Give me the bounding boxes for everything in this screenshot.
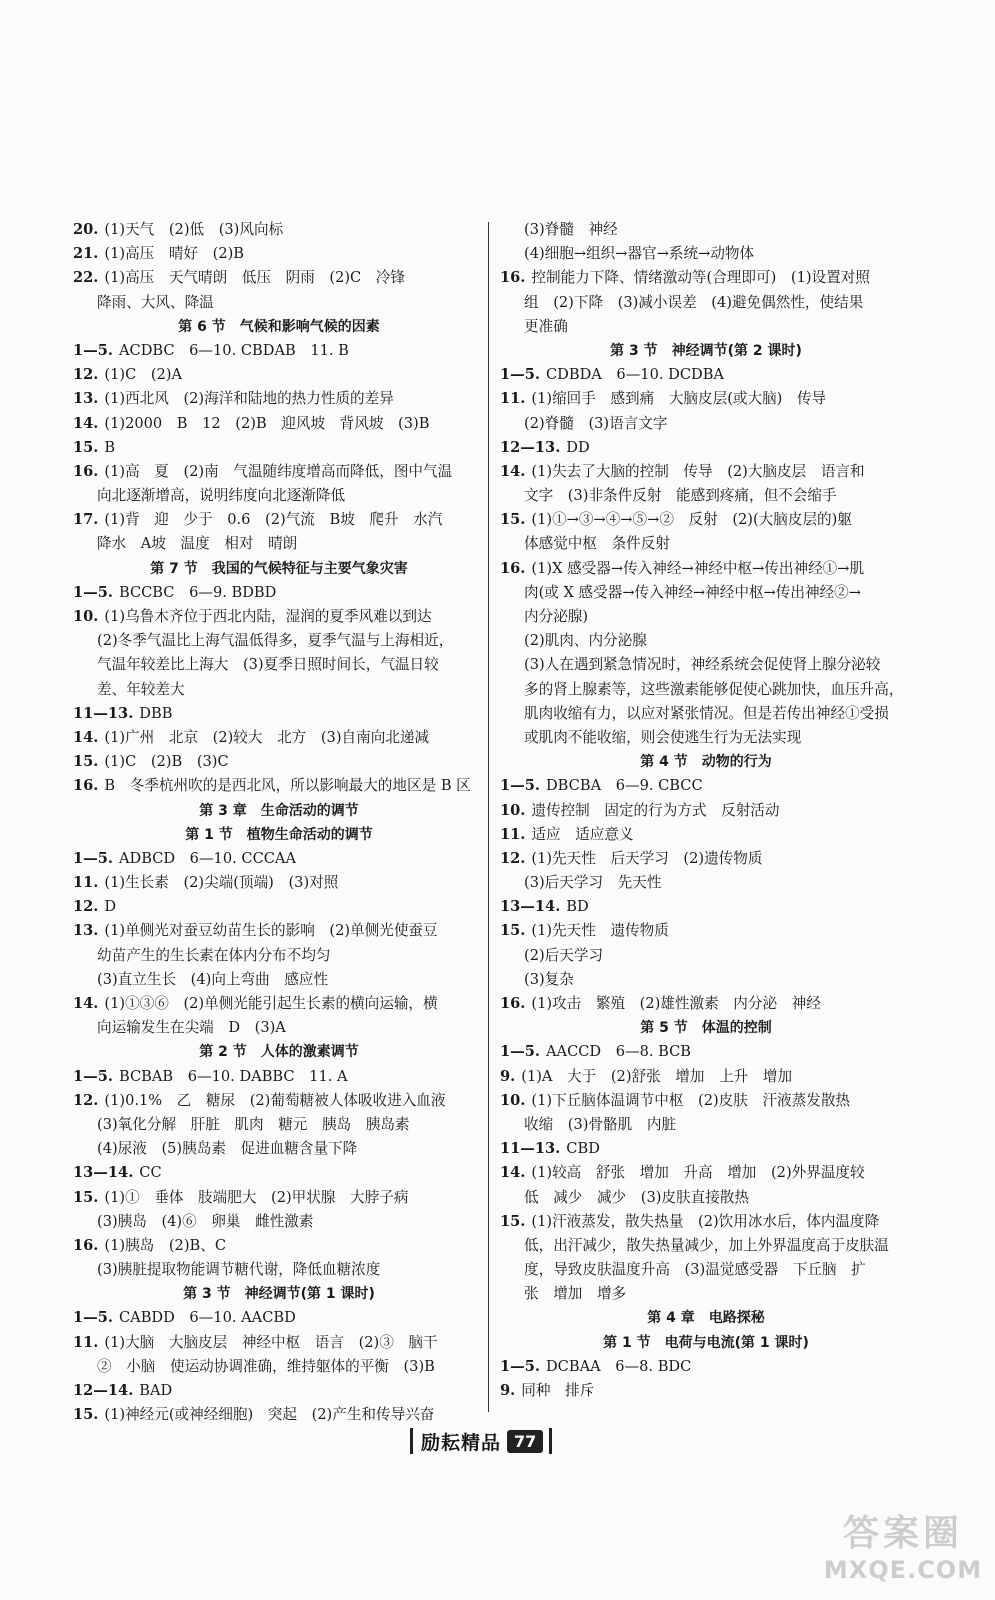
- question-number: 11—13.: [500, 1140, 561, 1158]
- answer-text: (1)单侧光对蚕豆幼苗生长的影响 (2)单侧光使蚕豆: [104, 922, 438, 940]
- answer-text: (1)高压 晴好 (2)B: [104, 245, 245, 263]
- answer-text: B: [104, 438, 116, 456]
- answer-line: [500, 1089, 912, 1113]
- answer-text: 或肌肉不能收缩，则会使逃生行为无法实现: [524, 728, 802, 746]
- answer-line: [500, 919, 912, 943]
- answer-text: 差、年较差大: [97, 680, 185, 698]
- section-heading: 第 3 章 生命活动的调节: [199, 802, 359, 819]
- answer-line: [73, 629, 485, 653]
- answer-text: 同种 排斥: [521, 1382, 595, 1399]
- answer-line: [73, 581, 485, 605]
- question-number: 16.: [500, 269, 526, 287]
- answer-text: CC: [139, 1164, 162, 1182]
- answer-text: 适应 适应意义: [531, 825, 634, 843]
- answer-text: (1)汗液蒸发，散失热量 (2)饮用冰水后，体内温度降: [531, 1212, 880, 1230]
- question-number: 9.: [500, 1067, 516, 1085]
- answer-text: (2)后天学习: [524, 946, 604, 964]
- answer-text: (1)较高 舒张 增加 升高 增加 (2)外界温度较: [531, 1164, 865, 1182]
- answer-text: (1)攻击 繁殖 (2)雄性激素 内分泌 神经: [531, 995, 821, 1012]
- question-number: 14.: [73, 728, 99, 746]
- answer-text: 遗传控制 固定的行为方式 反射活动: [531, 801, 780, 819]
- question-number: 10.: [500, 1091, 526, 1109]
- question-number: 11—13.: [73, 704, 134, 722]
- answer-line: [500, 291, 912, 315]
- question-number: 12.: [73, 1091, 99, 1109]
- answer-text: (1)乌鲁木齐位于西北内陆，湿润的夏季风难以到达: [104, 608, 432, 625]
- answer-text: (3)胰脏提取物能调节糖代谢，降低血糖浓度: [97, 1261, 381, 1279]
- answer-line: [73, 944, 485, 968]
- answer-line: [500, 629, 912, 653]
- question-number: 16.: [73, 1236, 99, 1254]
- answer-line: [73, 1210, 485, 1234]
- question-number: 16.: [500, 995, 526, 1012]
- section-heading: 第 2 节 人体的激素调节: [199, 1044, 359, 1061]
- answer-line: [73, 919, 485, 943]
- answer-line: [73, 1113, 485, 1137]
- answer-text: (1)神经元(或神经细胞) 突起 (2)产生和传导兴奋: [104, 1406, 435, 1424]
- answer-line: [73, 1016, 485, 1040]
- answer-line: [500, 678, 912, 702]
- answer-text: 度，导致皮肤温度升高 (3)温觉感受器 下丘脑 扩: [524, 1261, 866, 1279]
- footer-bar-right: [549, 1428, 552, 1454]
- question-number: 12—14.: [73, 1382, 134, 1399]
- section-heading: 第 4 节 动物的行为: [640, 754, 772, 771]
- answer-text: BCCBC 6—9. BDBD: [118, 583, 277, 601]
- answer-line: [73, 1306, 485, 1330]
- answer-line: [500, 532, 912, 556]
- answer-text: (1)高压 天气晴朗 低压 阴雨 (2)C 冷锋: [104, 269, 405, 287]
- question-number: 15.: [500, 511, 526, 529]
- answer-line: [73, 1161, 485, 1185]
- question-number: 15.: [500, 1212, 526, 1230]
- answer-text: (2)冬季气温比上海气温低得多，夏季气温与上海相近，: [97, 632, 454, 650]
- answer-text: 文字 (3)非条件反射 能感到疼痛，但不会缩手: [524, 487, 837, 505]
- answer-text: (1)0.1% 乙 糖尿 (2)葡萄糖被人体吸收进入血液: [104, 1091, 446, 1109]
- answer-text: DBCBA 6—9. CBCC: [545, 777, 703, 795]
- answer-line: [73, 387, 485, 411]
- answer-line: [500, 436, 912, 460]
- answer-text: 幼苗产生的生长素在体内分布不均匀: [97, 946, 331, 964]
- answer-line: [500, 363, 912, 387]
- question-number: 15.: [500, 922, 526, 940]
- section-heading: 第 1 节 电荷与电流(第 1 课时): [603, 1334, 809, 1351]
- question-number: 1—5.: [73, 1067, 113, 1085]
- answer-text: BCBAB 6—10. DABBC 11. A: [118, 1067, 348, 1085]
- answer-line: [73, 847, 485, 871]
- answer-line: [73, 508, 485, 532]
- answer-text: ACDBC 6—10. CBDAB 11. B: [118, 341, 349, 359]
- answer-text: 内分泌腺): [524, 608, 589, 625]
- answer-line: [500, 266, 912, 290]
- answer-text: 向运输发生在尖端 D (3)A: [97, 1019, 286, 1037]
- answer-text: ② 小脑 使运动协调准确，维持躯体的平衡 (3)B: [97, 1357, 435, 1375]
- answer-text: (3)复杂: [524, 970, 574, 988]
- question-number: 1—5.: [500, 777, 540, 795]
- question-number: 1—5.: [73, 849, 113, 867]
- answer-line: [500, 871, 912, 895]
- answer-line: [73, 266, 485, 290]
- answer-line: [73, 750, 485, 774]
- answer-line: [73, 484, 485, 508]
- answer-line: [73, 339, 485, 363]
- question-number: 11.: [500, 825, 526, 843]
- answer-line: [73, 436, 485, 460]
- answer-text: (3)直立生长 (4)向上弯曲 感应性: [97, 970, 329, 988]
- answer-line: [73, 460, 485, 484]
- answer-line: [73, 242, 485, 266]
- answer-text: (1)失去了大脑的控制 传导 (2)大脑皮层 语言和: [531, 462, 865, 480]
- answer-text: (1)西北风 (2)海洋和陆地的热力性质的差异: [104, 390, 394, 408]
- question-number: 12.: [73, 898, 99, 916]
- answer-text: AACCD 6—8. BCB: [545, 1043, 692, 1061]
- answer-line: [500, 484, 912, 508]
- answer-text: (1)下丘脑体温调节中枢 (2)皮肤 汗液蒸发散热: [531, 1091, 851, 1109]
- answer-text: (3)人在遇到紧急情况时，神经系统会促使肾上腺分泌较: [524, 656, 881, 674]
- answer-text: (1)①→③→④→⑤→② 反射 (2)(大脑皮层的)躯: [531, 511, 852, 529]
- answer-text: (1)A 大于 (2)舒张 增加 上升 增加: [521, 1067, 793, 1085]
- answer-line: [500, 557, 912, 581]
- answer-line: [500, 653, 912, 677]
- answer-line: [73, 895, 485, 919]
- question-number: 13—14.: [500, 898, 561, 916]
- question-number: 14.: [500, 462, 526, 480]
- answer-line: [500, 581, 912, 605]
- answer-text: D: [104, 898, 117, 916]
- answer-line: [500, 1137, 912, 1161]
- answer-line: [500, 992, 912, 1016]
- question-number: 22.: [73, 269, 99, 287]
- question-number: 12—13.: [500, 438, 561, 456]
- answer-line: [73, 218, 485, 242]
- answer-text: (1)大脑 大脑皮层 神经中枢 语言 (2)③ 脑干: [104, 1333, 438, 1351]
- answer-text: (2)肌肉、内分泌腺: [524, 632, 647, 650]
- answer-text: 气温年较差比上海大 (3)夏季日照时间长，气温日较: [97, 656, 439, 674]
- answer-text: (1)①③⑥ (2)单侧光能引起生长素的横向运输，横: [104, 995, 438, 1012]
- answer-text: (1)先天性 遗传物质: [531, 922, 669, 940]
- answer-line: [500, 315, 912, 339]
- question-number: 1—5.: [500, 1043, 540, 1061]
- answer-line: [73, 1137, 485, 1161]
- answer-text: DD: [566, 438, 590, 456]
- question-number: 15.: [73, 753, 99, 771]
- answer-line: [500, 242, 912, 266]
- question-number: 13—14.: [73, 1164, 134, 1182]
- answer-text: 组 (2)下降 (3)减小误差 (4)避免偶然性，使结果: [524, 293, 864, 311]
- answer-line: [500, 412, 912, 436]
- question-number: 10.: [500, 801, 526, 819]
- question-number: 16.: [500, 559, 526, 577]
- answer-line: [500, 774, 912, 798]
- answer-line: [73, 1089, 485, 1113]
- answer-text: DBB: [139, 704, 173, 722]
- watermark-url: MXQE.COM: [823, 1556, 983, 1584]
- answer-line: [73, 412, 485, 436]
- answer-text: CABDD 6—10. AACBD: [118, 1309, 296, 1327]
- answer-line: [73, 1065, 485, 1089]
- answer-line: [500, 1258, 912, 1282]
- answer-line: [73, 1234, 485, 1258]
- section-heading: 第 3 节 神经调节(第 1 课时): [183, 1286, 375, 1303]
- page-number: 77: [507, 1430, 543, 1453]
- section-heading: 第 3 节 神经调节(第 2 课时): [610, 342, 802, 359]
- question-number: 17.: [73, 511, 99, 529]
- footer-bar-left: [410, 1428, 413, 1454]
- answer-line: [500, 1282, 912, 1306]
- answer-line: [500, 218, 912, 242]
- question-number: 1—5.: [73, 341, 113, 359]
- answer-line: [500, 726, 912, 750]
- answer-line: [73, 992, 485, 1016]
- answer-line: [500, 605, 912, 629]
- answer-line: [500, 1065, 912, 1089]
- watermark-logo-text: 答案圈: [842, 1513, 963, 1554]
- answer-text: 肉(或 X 感受器→传入神经→神经中枢→传出神经②→: [524, 583, 861, 601]
- answer-line: [500, 847, 912, 871]
- answer-text: (1)天气 (2)低 (3)风向标: [104, 221, 284, 238]
- answer-line: [500, 895, 912, 919]
- question-number: 11.: [73, 1333, 99, 1351]
- answer-line: [500, 1210, 912, 1234]
- answer-text: (1)① 垂体 肢端肥大 (2)甲状腺 大脖子病: [104, 1188, 409, 1206]
- question-number: 13.: [73, 922, 99, 940]
- answer-text: DCBAA 6—8. BDC: [545, 1357, 692, 1375]
- answer-text: BD: [566, 898, 589, 916]
- question-number: 15.: [73, 1188, 99, 1206]
- answer-line: [500, 1379, 912, 1403]
- answer-text: (1)生长素 (2)尖端(顶端) (3)对照: [104, 874, 339, 892]
- question-number: 1—5.: [73, 583, 113, 601]
- question-number: 14.: [73, 995, 99, 1012]
- question-number: 1—5.: [500, 1357, 540, 1375]
- question-number: 20.: [73, 221, 99, 238]
- section-heading: 第 5 节 体温的控制: [640, 1020, 772, 1037]
- answer-text: ADBCD 6—10. CCCAA: [118, 849, 296, 867]
- answer-text: (2)脊髓 (3)语言文字: [524, 414, 668, 432]
- answer-text: (4)尿液 (5)胰岛素 促进血糖含量下降: [97, 1140, 358, 1158]
- answer-line: [73, 1258, 485, 1282]
- answer-text: (1)胰岛 (2)B、C: [104, 1236, 227, 1254]
- question-number: 12.: [500, 849, 526, 867]
- question-number: 15.: [73, 1406, 99, 1424]
- answer-line: [500, 968, 912, 992]
- section-heading: 第 6 节 气候和影响气候的因素: [178, 318, 380, 335]
- answer-text: (1)C (2)B (3)C: [104, 753, 229, 771]
- answer-line: [73, 363, 485, 387]
- answer-text: B 冬季杭州吹的是西北风，所以影响最大的地区是 B 区: [104, 777, 471, 795]
- answer-line: [73, 1379, 485, 1403]
- answer-text: BAD: [139, 1382, 173, 1399]
- question-number: 21.: [73, 245, 99, 263]
- answer-text: (1)2000 B 12 (2)B 迎风坡 背风坡 (3)B: [104, 414, 430, 432]
- answer-text: (1)X 感受器→传入神经→神经中枢→传出神经①→肌: [531, 559, 865, 577]
- answer-text: 多的肾上腺素等，这些激素能够促使心跳加快，血压升高，: [524, 680, 904, 698]
- answer-text: CDBDA 6—10. DCDBA: [545, 366, 724, 384]
- question-number: 13.: [73, 390, 99, 408]
- answer-line: [73, 1186, 485, 1210]
- answer-line: [73, 968, 485, 992]
- question-number: 12.: [73, 366, 99, 384]
- answer-line: [73, 726, 485, 750]
- section-heading: 第 7 节 我国的气候特征与主要气象灾害: [150, 560, 408, 577]
- left-column: [73, 218, 485, 1427]
- answer-text: 降雨、大风、降温: [97, 293, 214, 311]
- answer-text: (1)缩回手 感到痛 大脑皮层(或大脑) 传导: [531, 390, 827, 408]
- answer-text: CBD: [566, 1140, 600, 1158]
- answer-line: [500, 508, 912, 532]
- answer-line: [500, 1113, 912, 1137]
- answer-text: 张 增加 增多: [524, 1285, 627, 1303]
- answer-text: 肌肉收缩有力，以应对紧张情况。但是若传出神经①受损: [524, 704, 889, 722]
- answer-line: [500, 460, 912, 484]
- question-number: 14.: [500, 1164, 526, 1182]
- watermark: [818, 1512, 988, 1594]
- answer-line: [500, 1161, 912, 1185]
- answer-line: [73, 774, 485, 798]
- answer-line: [500, 702, 912, 726]
- answer-text: 更准确: [524, 317, 568, 335]
- answer-line: [500, 387, 912, 411]
- question-number: 16.: [73, 777, 99, 795]
- answer-text: (3)后天学习 先天性: [524, 874, 662, 892]
- answer-line: [73, 291, 485, 315]
- answer-text: 低 减少 减少 (3)皮肤直接散热: [524, 1188, 749, 1206]
- answer-line: [73, 1355, 485, 1379]
- question-number: 16.: [73, 462, 99, 480]
- answer-line: [500, 1355, 912, 1379]
- section-heading: 第 4 章 电路探秘: [647, 1310, 765, 1327]
- answer-line: [500, 1234, 912, 1258]
- answer-text: (1)广州 北京 (2)较大 北方 (3)自南向北递减: [104, 728, 430, 746]
- answer-line: [73, 605, 485, 629]
- answer-line: [500, 944, 912, 968]
- answer-text: (1)高 夏 (2)南 气温随纬度增高而降低，图中气温: [104, 462, 453, 480]
- question-number: 11.: [73, 874, 99, 892]
- question-number: 9.: [500, 1382, 516, 1399]
- answer-line: [73, 1403, 485, 1427]
- answer-line: [73, 653, 485, 677]
- page-footer: [410, 1426, 552, 1456]
- answer-text: (1)C (2)A: [104, 366, 183, 384]
- answer-text: (3)氧化分解 肝脏 肌肉 糖元 胰岛 胰岛素: [97, 1115, 410, 1133]
- column-divider: [488, 222, 489, 1412]
- answer-line: [73, 678, 485, 702]
- answer-text: 降水 A坡 温度 相对 晴朗: [97, 535, 298, 553]
- answer-line: [500, 1186, 912, 1210]
- question-number: 1—5.: [73, 1309, 113, 1327]
- answer-line: [73, 1331, 485, 1355]
- answer-text: (1)背 迎 少于 0.6 (2)气流 B坡 爬升 水汽: [104, 511, 443, 529]
- answer-line: [500, 823, 912, 847]
- answer-line: [73, 871, 485, 895]
- section-heading: 第 1 节 植物生命活动的调节: [185, 826, 373, 843]
- answer-text: (4)细胞→组织→器官→系统→动物体: [524, 245, 755, 263]
- question-number: 10.: [73, 608, 99, 625]
- answer-text: (3)脊髓 神经: [524, 221, 618, 238]
- question-number: 11.: [500, 390, 526, 408]
- answer-text: 低，出汗减少，散失热量减少，加上外界温度高于皮肤温: [524, 1236, 889, 1254]
- answer-text: (3)胰岛 (4)⑥ 卵巢 雌性激素: [97, 1212, 314, 1230]
- answer-line: [500, 1040, 912, 1064]
- answer-text: 向北逐渐增高，说明纬度向北逐渐降低: [97, 487, 346, 505]
- answer-text: 控制能力下降、情绪激动等(合理即可) (1)设置对照: [531, 269, 870, 287]
- answer-line: [73, 702, 485, 726]
- question-number: 15.: [73, 438, 99, 456]
- brand-name: 励耘精品: [421, 1431, 502, 1454]
- question-number: 14.: [73, 414, 99, 432]
- answer-line: [73, 532, 485, 556]
- answer-line: [500, 799, 912, 823]
- question-number: 1—5.: [500, 366, 540, 384]
- right-column: [500, 218, 912, 1403]
- answer-text: (1)先天性 后天学习 (2)遗传物质: [531, 849, 763, 867]
- answer-text: 体感觉中枢 条件反射: [524, 535, 670, 553]
- answer-text: 收缩 (3)骨骼肌 内脏: [524, 1115, 677, 1133]
